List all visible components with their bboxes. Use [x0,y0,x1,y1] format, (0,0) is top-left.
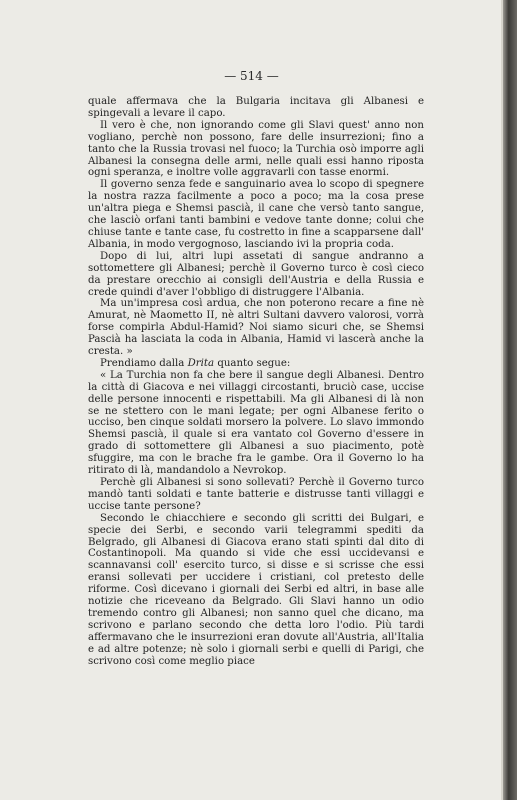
newspaper-title: Drita [187,357,215,369]
paragraph: Il governo senza fede e sanguinario avea lo scopo di spegnere la nostra razza facilmente a poco a poco; ma la cosa prese un'altra piega e Shemsi pascià, il cane che versò tanto sangue, che lasciò orfani tanti bambini e vedove tante donne; colui che chiuse tante e tante case, fu costretto in fine a scapparsene dall' Albania, in modo vergognoso, lasciando ivi la propria coda. [88,179,424,250]
paragraph: Ma un'impresa così ardua, che non poterono recare a fine nè Amurat, nè Maometto II, nè altri Sultani davvero valorosi, vorrà forse compirla Abdul-Hamid? Noi siamo sicuri che, se Shemsi Pascià ha lasciata la coda in Albania, Hamid vi lascerà anche la cresta. » [88,298,424,358]
book-spine [503,0,517,800]
page-number: — 514 — [224,69,279,83]
paragraph: Il vero è che, non ignorando come gli Slavi quest' anno non vogliano, perchè non possono, fare delle insurrezioni; fino a tanto che la Russia trovasi nel fuoco; la Turchia osò imporre agli Albanesi la consegna delle armi, nelle quali essi hanno riposta ogni speranza, e inoltre volle aggravarli con tasse enormi. [88,119,424,179]
paragraph: « La Turchia non fa che bere il sangue degli Albanesi. Dentro la città di Giacova e nei villaggi circostanti, bruciò case, uccise delle persone innocenti e rispettabili. Ma gli Albanesi di là non se ne stettero con le mani legate; per ogni Albanese ferito o ucciso, ben cinque soldati morsero la polvere. Lo slavo immondo Shemsi pascià, il quale si era vantato col Governo d'essere in grado di sottomettere gli Albanesi a suo piacimento, potè sfuggire, ma con le brache fra le gambe. Ora il Governo lo ha ritirato di là, mandandolo a Nevrokop. [88,369,424,477]
intro-text-end: quanto segue: [214,357,291,369]
paragraph: Dopo di lui, altri lupi assetati di sangue andranno a sottomettere gli Albanesi; perchè il Governo turco è così cieco da prestare orecchio ai consigli dell'Austria e della Russia e crede quindi d'aver l'obbligo di distruggere l'Albania. [88,250,424,298]
paragraph: quale affermava che la Bulgaria incitava gli Albanesi e spingevali a levare il capo. [88,96,424,119]
paragraph: Secondo le chiacchiere e secondo gli scritti dei Bulgari, e specie dei Serbi, e secondo varii telegrammi spediti da Belgrado, gli Albanesi di Giacova erano stati spinti dal dito di Costantinopoli. Ma quando si vide che essi uccidevansi e scannavansi coll' esercito turco, si disse e si scrisse che essi eransi sollevati per uccidere i cristiani, col pretesto delle riforme. Così dicevano i giornali dei Serbi ed altri, in base alle notizie che riceveano da Belgrado. Gli Slavi hanno un odio tremendo contro gli Albanesi; non sanno quel che dicano, ma scrivono e parlano secondo che detta loro l'odio. Più tardi affermavano che le insurrezioni eran dovute all'Austria, all'Italia e ad altre potenze; nè solo i giornali serbi e quelli di Parigi, che scrivono così come meglio piace [88,512,424,667]
body-text [88,96,424,668]
intro-text: Prendiamo dalla [100,357,188,369]
paragraph: Perchè gli Albanesi si sono sollevati? Perchè il Governo turco mandò tanti soldati e tante batterie e distrusse tanti villaggi e uccise tante persone? [88,477,424,512]
drita-intro-paragraph [88,358,424,370]
